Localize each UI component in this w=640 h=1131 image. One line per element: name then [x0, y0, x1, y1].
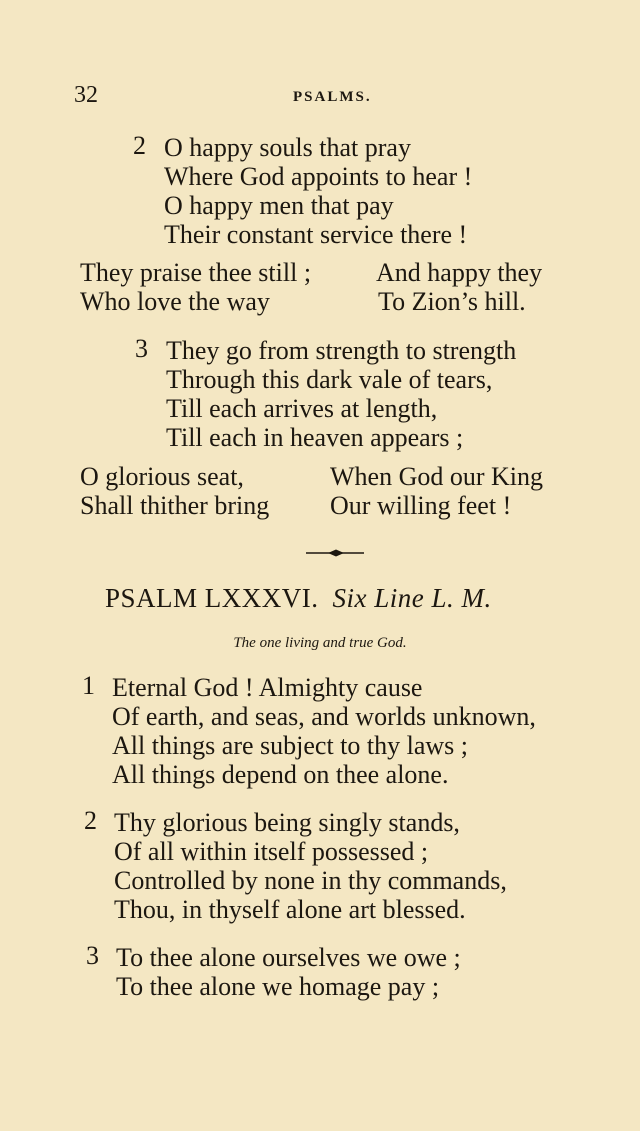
stanza-number: 2 [133, 131, 146, 160]
verse-line: Till each in heaven appears ; [166, 423, 464, 452]
verse-line: Where God appoints to hear ! [164, 162, 473, 191]
psalm-meter: Six Line L. M. [332, 583, 492, 613]
verse-line: All things depend on thee alone. [112, 760, 449, 789]
verse-line: Of earth, and seas, and worlds unknown, [112, 702, 536, 731]
verse-line: Their constant service there ! [164, 220, 468, 249]
page-number: 32 [74, 82, 98, 108]
verse-line: Till each arrives at length, [166, 394, 438, 423]
verse-line: They go from strength to strength [166, 336, 517, 365]
psalm-subtitle: The one living and true God. [233, 635, 407, 651]
verse-line: Eternal God ! Almighty cause [112, 673, 423, 702]
verse-line: Controlled by none in thy commands, [114, 866, 507, 895]
verse-line: Through this dark vale of tears, [166, 365, 493, 394]
verse-line: Thy glorious being singly stands, [114, 808, 460, 837]
verse-line: Thou, in thyself alone art blessed. [114, 895, 466, 924]
verse-line: O happy souls that pray [164, 133, 411, 162]
refrain-line: They praise thee still ; [80, 258, 312, 287]
refrain-line: When God our King [330, 462, 544, 491]
verse-line: To thee alone ourselves we owe ; [116, 943, 461, 972]
ornament-divider [306, 546, 364, 560]
verse-line: To thee alone we homage pay ; [116, 972, 440, 1001]
running-title: PSALMS. [293, 89, 372, 105]
verse-number: 1 [82, 671, 95, 700]
refrain-line: And happy they [376, 258, 543, 287]
verse-line: O happy men that pay [164, 191, 394, 220]
verse-line: All things are subject to thy laws ; [112, 731, 469, 760]
refrain-line: To Zion’s hill. [378, 287, 526, 316]
psalm-title: PSALM LXXXVI. [105, 583, 319, 613]
verse-line: Of all within itself possessed ; [114, 837, 429, 866]
psalm-heading [105, 583, 492, 614]
stanza-number: 3 [135, 334, 148, 363]
refrain-line: Shall thither bring [80, 491, 270, 520]
refrain-line: Our willing feet ! [330, 491, 512, 520]
refrain-line: Who love the way [80, 287, 270, 316]
verse-number: 2 [84, 806, 97, 835]
verse-number: 3 [86, 941, 99, 970]
refrain-line: O glorious seat, [80, 462, 244, 491]
